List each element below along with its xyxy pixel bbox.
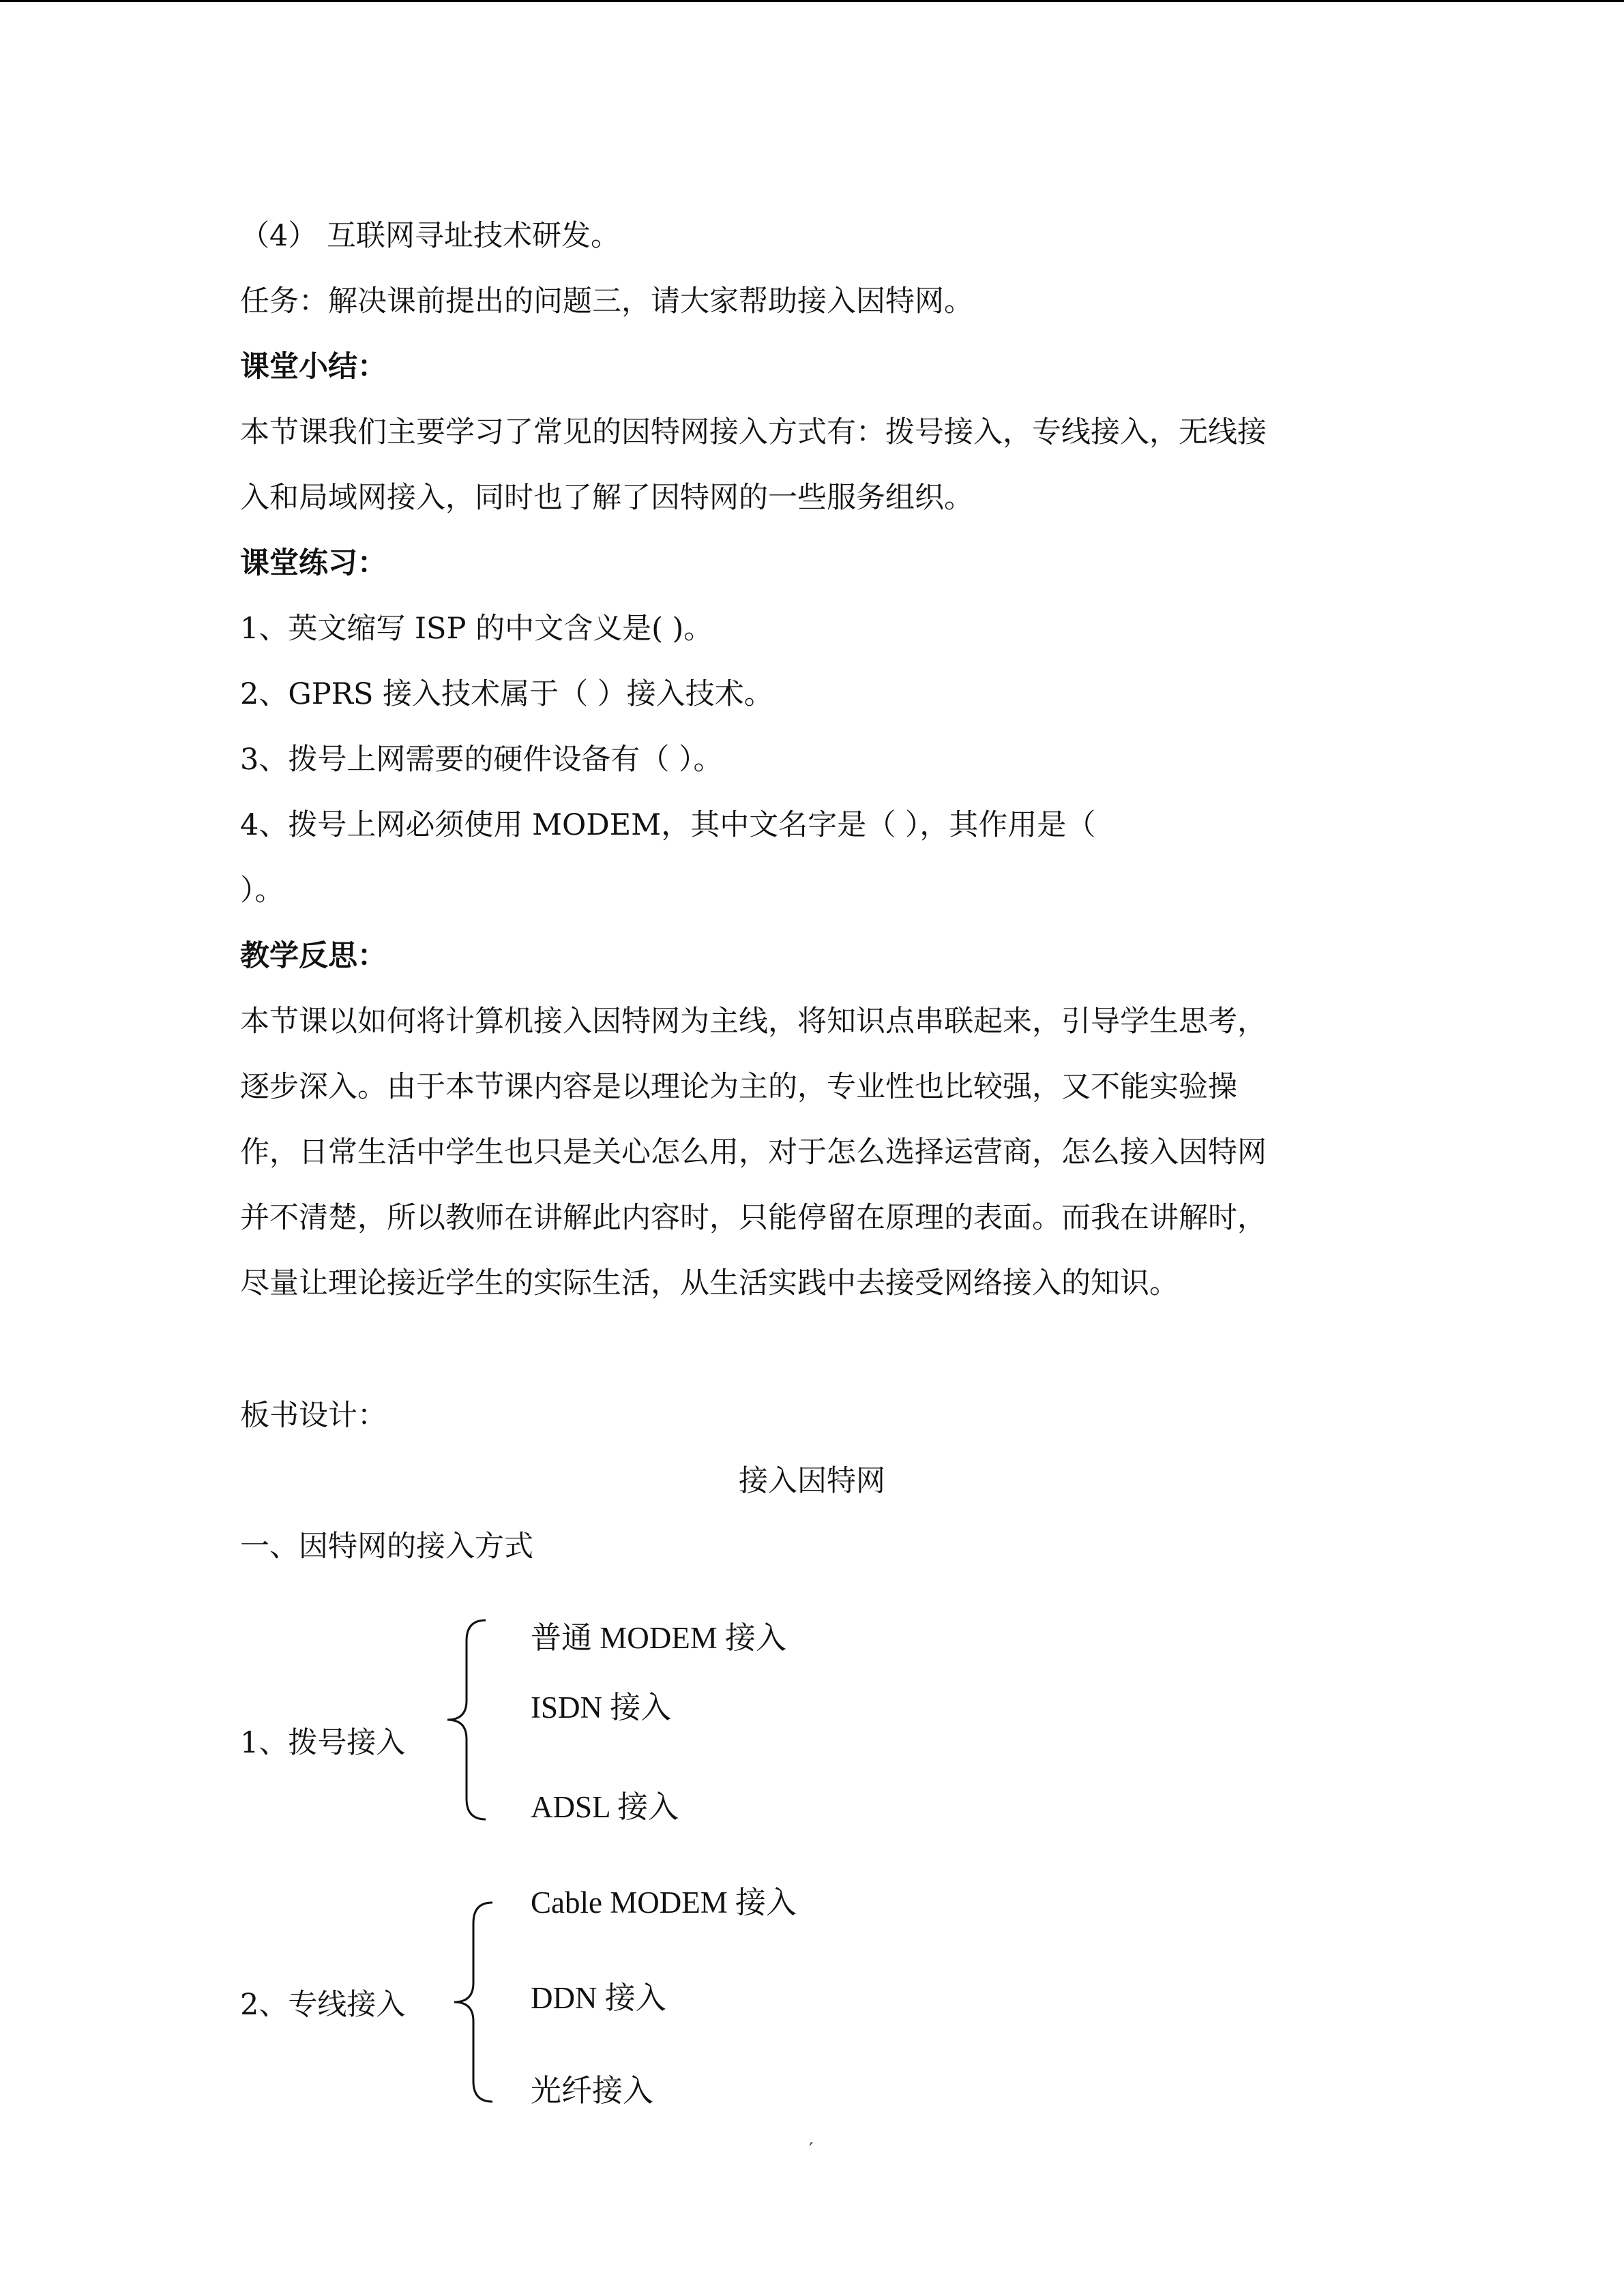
reflection-line: 本节课以如何将计算机接入因特网为主线，将知识点串联起来，引导学生思考， — [240, 1004, 1267, 1039]
dialup-option: 普通 MODEM 接入 — [531, 1621, 787, 1655]
reflection-line: 逐步深入。由于本节课内容是以理论为主的，专业性也比较强，又不能实验操 — [240, 1070, 1237, 1104]
list-item-4: （4） 互联网寻址技术研发。 — [240, 219, 621, 253]
summary-line: 入和局域网接入，同时也了解了因特网的一些服务组织。 — [240, 481, 973, 515]
group-label-dialup: 1、拨号接入 — [240, 1726, 406, 1760]
reflection-line: 尽量让理论接近学生的实际生活，从生活实践中去接受网络接入的知识。 — [240, 1266, 1179, 1300]
leased-line-option: DDN 接入 — [531, 1981, 666, 2015]
exercise-question-1: 1、英文缩写 ISP 的中文含义是( )。 — [240, 612, 713, 646]
exercise-heading: 课堂练习： — [240, 546, 387, 580]
group-label-leased-line: 2、专线接入 — [240, 1988, 406, 2022]
dialup-option: ISDN 接入 — [531, 1690, 672, 1725]
page-mark: ′ — [809, 2138, 814, 2161]
brace-dialup — [437, 1617, 491, 1822]
board-section-heading: 一、因特网的接入方式 — [240, 1530, 533, 1564]
summary-line: 本节课我们主要学习了常见的因特网接入方式有：拨号接入，专线接入，无线接 — [240, 415, 1267, 449]
board-title: 接入因特网 — [739, 1464, 885, 1498]
exercise-question-2: 2、GPRS 接入技术属于（ ）接入技术。 — [240, 677, 773, 711]
brace-leased-line — [443, 1900, 498, 2104]
exercise-question-4-continued: ）。 — [240, 874, 284, 908]
exercise-question-4: 4、拨号上网必须使用 MODEM，其中文名字是（ ），其作用是（ — [240, 808, 1096, 842]
summary-heading: 课堂小结： — [240, 350, 387, 384]
leased-line-option: Cable MODEM 接入 — [531, 1885, 797, 1920]
task-paragraph: 任务：解决课前提出的问题三，请大家帮助接入因特网。 — [240, 284, 973, 318]
reflection-line: 作，日常生活中学生也只是关心怎么用，对于怎么选择运营商，怎么接入因特网 — [240, 1135, 1267, 1169]
exercise-question-3: 3、拨号上网需要的硬件设备有（ ）。 — [240, 743, 723, 777]
board-design-heading: 板书设计： — [240, 1399, 387, 1433]
top-border-rule — [0, 0, 1624, 2]
reflection-line: 并不清楚，所以教师在讲解此内容时，只能停留在原理的表面。而我在讲解时， — [240, 1201, 1267, 1235]
reflection-heading: 教学反思： — [240, 939, 387, 973]
dialup-option: ADSL 接入 — [531, 1790, 679, 1824]
leased-line-option: 光纤接入 — [531, 2074, 654, 2108]
